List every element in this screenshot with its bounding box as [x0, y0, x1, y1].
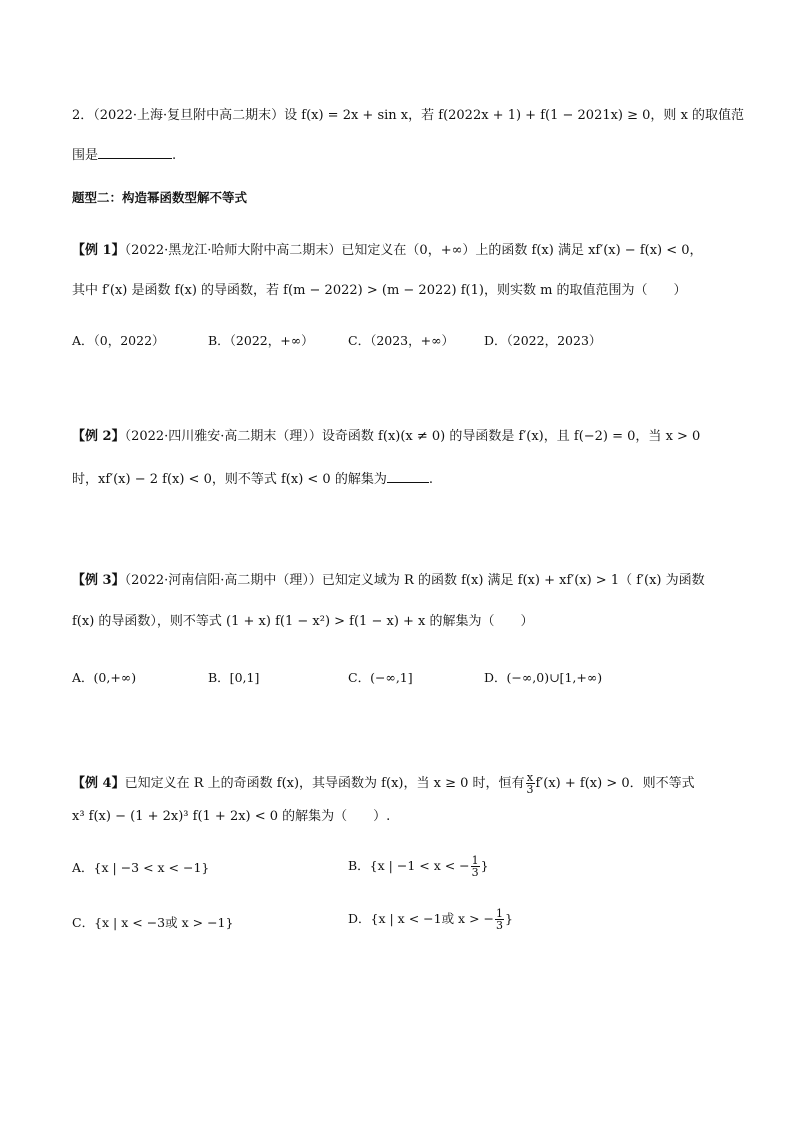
ex4-line-1-text: 已知定义在 R 上的奇函数 f(x)，其导函数为 f(x)，当 x ≥ 0 时，恒有 [124, 776, 525, 791]
ex2-line-1 [72, 429, 700, 445]
ex1-line-1 [72, 243, 703, 259]
ex3-line-2: f(x) 的导函数），则不等式 (1 + x) f(1 − x²) > f(1 − x) + x 的解集为（ ） [72, 614, 534, 629]
fraction-x-over-3 [526, 772, 535, 795]
ex4-option-b[interactable] [348, 855, 489, 878]
ex2-tag: 【例 2】 [72, 429, 125, 444]
ex2-line-2-text: 时，xf′(x) − 2 f(x) < 0，则不等式 f(x) < 0 的解集为 [72, 472, 387, 487]
q2-line-2 [72, 146, 176, 164]
ex2-line-2 [72, 470, 433, 488]
fraction-one-third [471, 855, 480, 878]
ex4-option-d-text: D．{x | x < −1或 x > − [348, 911, 494, 926]
ex1-tag: 【例 1】 [72, 243, 125, 258]
ex1-option-c[interactable]: C．（2023，+∞） [348, 333, 455, 348]
ex4-option-d[interactable] [348, 908, 513, 931]
ex4-option-b-end: } [480, 858, 489, 873]
ex2-line-2-end: . [428, 472, 433, 487]
q2-line-2-end: . [172, 148, 177, 163]
answer-blank[interactable] [98, 146, 172, 159]
ex1-option-d[interactable]: D．（2022，2023） [484, 333, 602, 348]
ex2-line-1-text: （2022·四川雅安·高二期末（理））设奇函数 f(x)(x ≠ 0) 的导函数是 f′(x)，且 f(−2) = 0，当 x > 0 [124, 429, 701, 444]
ex1-option-b[interactable]: B．（2022，+∞） [208, 333, 314, 348]
ex4-option-c[interactable]: C．{x | x < −3或 x > −1} [72, 915, 234, 930]
ex3-option-c[interactable]: C．(−∞,1] [348, 670, 413, 685]
q2-line-1: 2．（2022·上海·复旦附中高二期末）设 f(x) = 2x + sin x，若 f(2022x + 1) + f(1 − 2021x) ≥ 0，则 x 的取值范 [72, 108, 745, 123]
ex4-line-1-end: f′(x) + f(x) > 0．则不等式 [535, 776, 695, 791]
ex3-line-1-text: （2022·河南信阳·高二期中（理））已知定义域为 R 的函数 f(x) 满足 f(x) + xf′(x) > 1（ f′(x) 为函数 [124, 573, 705, 588]
section-title: 题型二：构造幂函数型解不等式 [72, 190, 248, 205]
ex1-option-a[interactable]: A．（0，2022） [72, 333, 165, 348]
ex3-option-a[interactable]: A．(0,+∞) [72, 670, 137, 685]
ex4-line-2: x³ f(x) − (1 + 2x)³ f(1 + 2x) < 0 的解集为（ ）. [72, 809, 391, 824]
fraction-numerator: 1 [496, 907, 503, 920]
fraction-numerator: 1 [471, 854, 479, 867]
ex4-option-b-text: B．{x | −1 < x < − [348, 858, 470, 873]
ex1-line-1-text: （2022·黑龙江·哈师大附中高二期末）已知定义在（0，+∞）上的函数 f(x) 满足 xf′(x) − f(x) < 0， [124, 243, 703, 258]
ex4-line-1 [72, 772, 695, 795]
ex3-line-1 [72, 573, 705, 589]
fraction-numerator: x [526, 771, 534, 784]
ex3-tag: 【例 3】 [72, 573, 125, 588]
fraction-one-third [495, 908, 504, 931]
ex4-option-d-end: } [505, 911, 513, 926]
q2-line-2-text: 围是 [72, 148, 99, 163]
fraction-denominator: 3 [496, 919, 503, 932]
ex3-option-b[interactable]: B．[0,1] [208, 670, 260, 685]
fraction-denominator: 3 [526, 783, 534, 796]
ex4-tag: 【例 4】 [72, 776, 125, 791]
ex1-line-2: 其中 f′(x) 是函数 f(x) 的导函数，若 f(m − 2022) > (m − 2022) f(1)，则实数 m 的取值范围为（ ） [72, 283, 687, 298]
answer-blank[interactable] [387, 470, 429, 483]
ex3-option-d[interactable]: D．(−∞,0)∪[1,+∞) [484, 670, 603, 685]
ex4-option-a[interactable]: A．{x | −3 < x < −1} [72, 860, 210, 875]
fraction-denominator: 3 [471, 866, 479, 879]
